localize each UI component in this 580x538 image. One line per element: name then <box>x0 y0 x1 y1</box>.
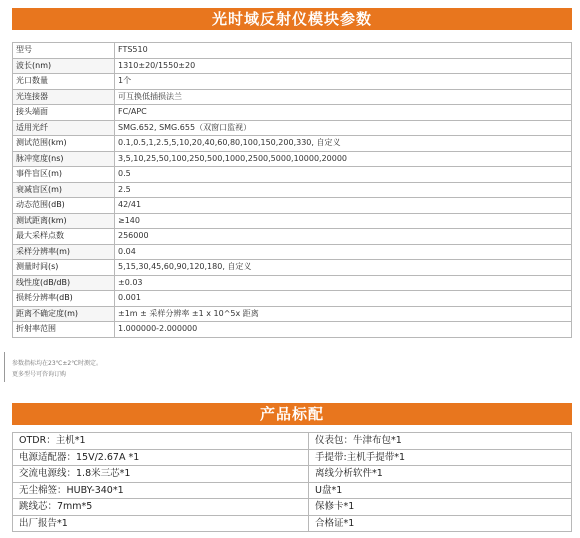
config-item-right: 离线分析软件*1 <box>309 466 572 483</box>
spec-row <box>13 120 572 136</box>
spec-value: 0.1,0.5,1,2.5,5,10,20,40,60,80,100,150,200,330, 自定义 <box>115 136 572 152</box>
spec-value: FTS510 <box>115 43 572 59</box>
spec-value: 1个 <box>115 74 572 90</box>
config-row <box>13 433 572 450</box>
spec-value: 3,5,10,25,50,100,250,500,1000,2500,5000,10000,20000 <box>115 151 572 167</box>
config-item-left: 无尘棉签：HUBY-340*1 <box>13 482 309 499</box>
spec-title-banner: 光时域反射仪模块参数 <box>12 8 572 30</box>
spec-value: FC/APC <box>115 105 572 121</box>
spec-label: 适用光纤 <box>13 120 115 136</box>
spec-value: 0.04 <box>115 244 572 260</box>
spec-row <box>13 89 572 105</box>
config-item-right: 保修卡*1 <box>309 499 572 516</box>
spec-row <box>13 198 572 214</box>
spec-label: 光口数量 <box>13 74 115 90</box>
spec-row <box>13 105 572 121</box>
spec-label: 脉冲宽度(ns) <box>13 151 115 167</box>
spec-value: 可互换低插损法兰 <box>115 89 572 105</box>
spec-value: ±0.03 <box>115 275 572 291</box>
config-title-banner: 产品标配 <box>12 403 572 425</box>
spec-row <box>13 306 572 322</box>
spec-label: 波长(nm) <box>13 58 115 74</box>
spec-table-body <box>13 43 572 338</box>
config-item-left: 出厂报告*1 <box>13 515 309 532</box>
spec-table <box>12 42 572 338</box>
config-item-right: 手提带:主机手提带*1 <box>309 449 572 466</box>
spec-row <box>13 229 572 245</box>
spec-value: SMG.652, SMG.655（双窗口监视） <box>115 120 572 136</box>
spec-label: 型号 <box>13 43 115 59</box>
spec-value: 5,15,30,45,60,90,120,180, 自定义 <box>115 260 572 276</box>
spec-label: 动态范围(dB) <box>13 198 115 214</box>
spec-row <box>13 291 572 307</box>
config-item-left: OTDR：主机*1 <box>13 433 309 450</box>
note-more-models: 更多型号可咨询订购 <box>12 371 67 378</box>
spec-row <box>13 151 572 167</box>
config-row <box>13 466 572 483</box>
spec-label: 测量时间(s) <box>13 260 115 276</box>
config-row <box>13 499 572 516</box>
spec-row <box>13 275 572 291</box>
spec-label: 衰减盲区(m) <box>13 182 115 198</box>
spec-value: 2.5 <box>115 182 572 198</box>
config-table <box>12 432 572 532</box>
note-test-condition: 参数指标均在23℃±2℃时测定。 <box>12 360 102 367</box>
spec-row <box>13 58 572 74</box>
spec-value: 0.5 <box>115 167 572 183</box>
config-row <box>13 449 572 466</box>
config-item-right: 合格证*1 <box>309 515 572 532</box>
spec-label: 线性度(dB/dB) <box>13 275 115 291</box>
spec-row <box>13 260 572 276</box>
config-item-right: U盘*1 <box>309 482 572 499</box>
spec-row <box>13 213 572 229</box>
config-table-body <box>13 433 572 532</box>
spec-value: ±1m ± 采样分辨率 ±1 x 10^5x 距离 <box>115 306 572 322</box>
spec-row <box>13 43 572 59</box>
config-row <box>13 515 572 532</box>
spec-row <box>13 322 572 338</box>
spec-label: 距离不确定度(m) <box>13 306 115 322</box>
spec-value: 256000 <box>115 229 572 245</box>
config-item-right: 仪表包：牛津布包*1 <box>309 433 572 450</box>
spec-value: ≥140 <box>115 213 572 229</box>
config-row <box>13 482 572 499</box>
spec-row <box>13 244 572 260</box>
spec-label: 事件盲区(m) <box>13 167 115 183</box>
spec-row <box>13 167 572 183</box>
margin-line <box>4 352 5 382</box>
spec-row <box>13 74 572 90</box>
spec-value: 1310±20/1550±20 <box>115 58 572 74</box>
config-item-left: 跳线芯：7mm*5 <box>13 499 309 516</box>
config-item-left: 交流电源线：1.8米三芯*1 <box>13 466 309 483</box>
spec-row <box>13 182 572 198</box>
spec-value: 1.000000-2.000000 <box>115 322 572 338</box>
config-item-left: 电源适配器：15V/2.67A *1 <box>13 449 309 466</box>
spec-value: 0.001 <box>115 291 572 307</box>
spec-label: 采样分辨率(m) <box>13 244 115 260</box>
spec-label: 光连接器 <box>13 89 115 105</box>
spec-label: 折射率范围 <box>13 322 115 338</box>
spec-label: 测试距离(km) <box>13 213 115 229</box>
spec-label: 接头端面 <box>13 105 115 121</box>
spec-value: 42/41 <box>115 198 572 214</box>
spec-label: 最大采样点数 <box>13 229 115 245</box>
spec-label: 测试范围(km) <box>13 136 115 152</box>
spec-row <box>13 136 572 152</box>
spec-label: 损耗分辨率(dB) <box>13 291 115 307</box>
